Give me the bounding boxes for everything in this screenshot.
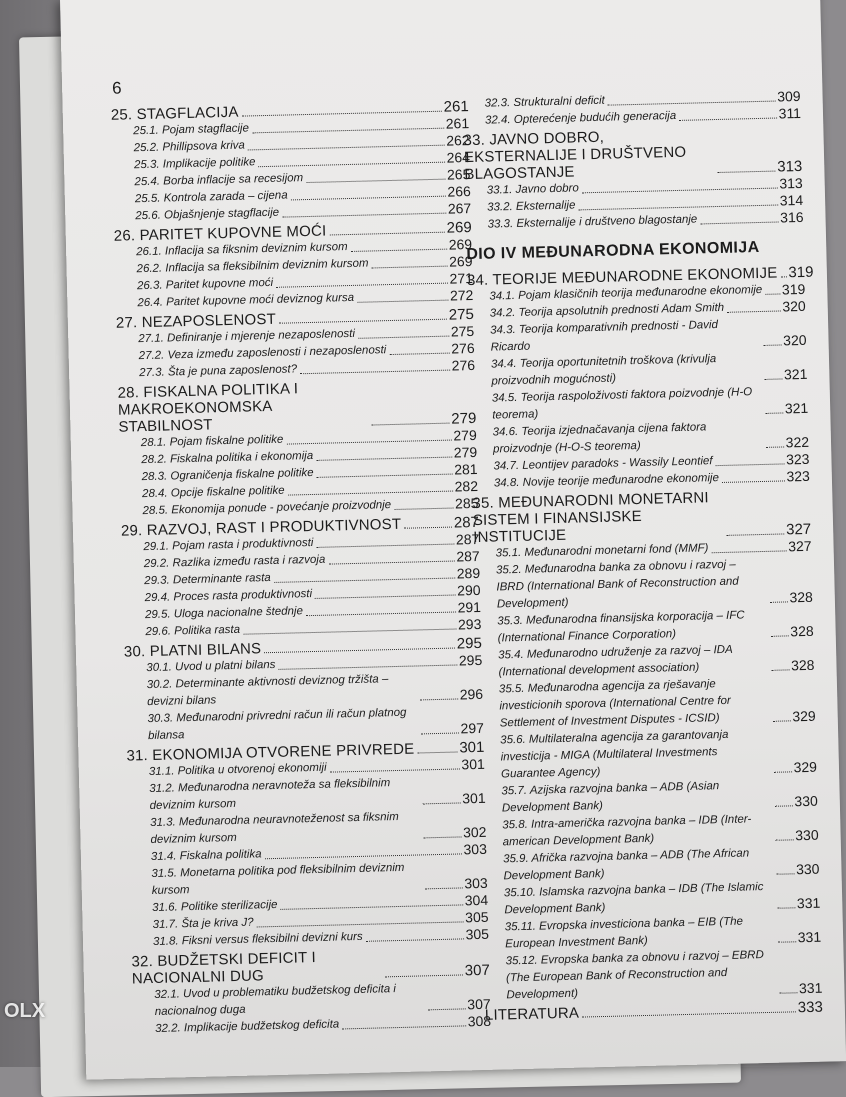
entry-page-number: 303 (463, 840, 488, 858)
entry-page-number: 261 (443, 98, 469, 116)
page-number: 6 (111, 78, 122, 98)
entry-title: 34.3. Teorija komparativnih prednosti - David Ricardo (490, 319, 719, 354)
entry-page-number: 289 (456, 564, 481, 582)
toc-chapter-entry (463, 124, 802, 183)
dot-leader (306, 612, 456, 617)
dot-leader (608, 101, 775, 106)
entry-title: 35.3. Međunarodna finansijska korporacija – IFC (International Finance Corporation) (497, 609, 745, 645)
entry-page-number: 276 (451, 356, 476, 374)
entry-page-number: 264 (446, 149, 471, 166)
entry-title: 35.5. Međunarodna agencija za rješavanje investicionih sporova (International Centre for Settlement of Investment Disputes - ICSID) (498, 678, 731, 730)
entry-page-number: 331 (797, 928, 822, 946)
entry-title: 27.2. Veza između zaposlenosti i nezaposlenosti (138, 344, 387, 363)
entry-title: 33.3. Eksternalije i društveno blagostanje (487, 213, 698, 231)
entry-page-number: 266 (447, 183, 471, 200)
entry-page-number: 321 (783, 365, 808, 383)
entry-page-number: 313 (779, 174, 803, 192)
entry-title: 34.6. Teorija izjednačavanja cijena faktora proizvodnje (H-O-S teorema) (492, 421, 707, 456)
entry-page-number: 301 (461, 755, 485, 773)
dot-leader (765, 412, 783, 413)
dot-leader (773, 720, 791, 721)
dot-leader (330, 768, 460, 772)
dot-leader (371, 423, 449, 426)
dot-leader (404, 527, 452, 529)
entry-page-number: 297 (460, 719, 485, 737)
dot-leader (279, 664, 457, 669)
dot-leader (779, 992, 797, 993)
entry-page-number: 287 (455, 530, 480, 548)
entry-title: 35.2. Međunarodna banka za obnovu i razvoj – IBRD (International Bank of Reconstruction and Development) (495, 558, 739, 611)
entry-title: 35. MEĐUNARODNI MONETARNI SISTEM I FINANSIJSKE INSTITUCIJE (472, 489, 709, 547)
dot-leader (777, 873, 795, 874)
entry-title: 25.6. Objašnjenje stagflacije (135, 206, 280, 223)
entry-title: 29.1. Pojam rasta i produktivnosti (143, 536, 314, 554)
dot-leader (316, 457, 452, 461)
dot-leader (722, 480, 785, 483)
entry-title: 29.4. Proces rasta produktivnosti (144, 588, 313, 605)
dot-leader (385, 974, 463, 977)
entry-title: 29.2. Razlika između rasta i razvoja (143, 553, 326, 571)
entry-title: 32.2. Implikacije budžetskog deficita (155, 1018, 340, 1035)
entry-title: 25.4. Borba inflacije sa recesijom (134, 172, 304, 189)
entry-page-number: 262 (445, 132, 470, 149)
entry-title: 25.1. Pojam stagflacije (133, 122, 250, 138)
entry-page-number: 307 (464, 961, 491, 980)
dot-leader (700, 222, 778, 225)
entry-title: 31.8. Fiksni versus fleksibilni devizni kurs (152, 930, 363, 949)
entry-page-number: 261 (445, 115, 470, 132)
dot-leader (358, 336, 449, 339)
dot-leader (282, 213, 446, 218)
entry-page-number: 279 (453, 426, 477, 444)
entry-title: 31.4. Fiskalna politika (150, 848, 262, 864)
entry-title: 27. NEZAPOSLENOST (115, 310, 277, 332)
entry-page-number: 322 (785, 433, 810, 451)
entry-page-number: 320 (782, 297, 806, 315)
entry-page-number: 309 (777, 87, 801, 105)
entry-page-number: 290 (456, 581, 481, 599)
entry-page-number: 329 (793, 758, 818, 776)
dot-leader (765, 293, 780, 294)
dot-leader (425, 887, 463, 889)
entry-page-number: 311 (778, 104, 802, 122)
entry-title: LITERATURA (484, 1004, 580, 1024)
dot-leader (778, 941, 796, 942)
dot-leader (717, 171, 775, 173)
toc-section-entry (477, 674, 816, 733)
entry-title: 27.1. Definiranje i mjerenje nezaposlenosti (138, 327, 356, 346)
entry-page-number: 271 (449, 269, 474, 287)
dot-leader (351, 249, 447, 252)
entry-page-number: 330 (794, 792, 818, 810)
toc-section-entry (483, 946, 822, 1005)
dot-leader (775, 805, 793, 806)
entry-page-number: 328 (790, 622, 814, 640)
dot-leader (428, 1008, 466, 1010)
entry-title: 35.11. Evropska investiciona banka – EIB (The European Investment Bank) (504, 915, 744, 951)
entry-page-number: 276 (451, 339, 475, 357)
dot-leader (394, 508, 453, 510)
book-page (60, 0, 846, 1080)
dot-leader (366, 938, 464, 941)
entry-title: 32. BUDŽETSKI DEFICIT I NACIONALNI DUG (131, 949, 317, 988)
dot-leader (764, 344, 782, 345)
entry-page-number: 279 (451, 409, 477, 428)
dot-leader (712, 550, 787, 553)
dot-leader (716, 463, 785, 466)
entry-page-number: 319 (788, 263, 814, 282)
entry-title: 35.10. Islamska razvojna banka – IDB (The Islamic Development Bank) (503, 881, 764, 917)
dot-leader (286, 440, 451, 445)
entry-page-number: 269 (446, 219, 472, 237)
entry-page-number: 327 (788, 537, 812, 555)
entry-page-number: 267 (447, 200, 472, 217)
dot-leader (342, 1025, 466, 1029)
dot-leader (764, 378, 782, 379)
dot-leader (770, 601, 788, 602)
dot-leader (306, 179, 445, 183)
toc-section-entry (474, 555, 813, 614)
dot-leader (417, 752, 457, 754)
dot-leader (420, 698, 458, 700)
entry-page-number: 285 (454, 494, 479, 512)
entry-title: 34. TEORIJE MEĐUNARODNE EKONOMIJE (466, 264, 778, 290)
entry-title: 28. FISKALNA POLITIKA I MAKROEKONOMSKA STABILNOST (117, 380, 299, 436)
entry-page-number: 301 (459, 738, 485, 757)
dot-leader (424, 836, 462, 838)
entry-title: 30.3. Međunarodni privredni račun ili račun platnog bilansa (147, 706, 407, 743)
entry-page-number: 275 (450, 322, 475, 340)
entry-page-number: 323 (785, 450, 810, 468)
entry-title: 29.6. Politika rasta (145, 623, 241, 639)
dot-leader (315, 595, 455, 599)
entry-title: 35.12. Evropska banka za obnovu i razvoj – EBRD (The European Bank of Reconstruction and Development) (505, 949, 764, 1002)
toc-chapter-entry (472, 487, 811, 546)
dot-leader (726, 533, 784, 535)
entry-page-number: 282 (454, 477, 479, 495)
entry-page-number: 314 (779, 191, 804, 209)
entry-page-number: 331 (798, 979, 823, 997)
entry-page-number: 321 (784, 399, 809, 417)
entry-page-number: 279 (453, 443, 478, 461)
dot-leader (288, 491, 453, 496)
entry-page-number: 269 (448, 253, 473, 270)
entry-title: 31.7. Šta je kriva J? (152, 916, 254, 932)
entry-page-number: 287 (456, 547, 480, 565)
dot-leader (276, 283, 447, 288)
entry-page-number: 304 (464, 891, 489, 909)
entry-title: 28.2. Fiskalna politika i ekonomija (141, 449, 314, 467)
entry-title: 32.1. Uvod u problematiku budžetskog deficita i nacionalnog duga (154, 983, 397, 1018)
entry-page-number: 320 (782, 331, 807, 349)
dot-leader (274, 578, 455, 583)
entry-page-number: 301 (462, 789, 486, 807)
entry-page-number: 295 (458, 651, 483, 669)
dot-leader (776, 839, 794, 840)
dot-leader (357, 300, 448, 303)
entry-title: 29. RAZVOJ, RAST I PRODUKTIVNOST (120, 515, 402, 540)
entry-page-number: 291 (457, 598, 482, 616)
dot-leader (766, 446, 784, 447)
entry-page-number: 269 (448, 236, 473, 253)
entry-title: 28.4. Opcije fiskalne politike (141, 484, 285, 501)
entry-title: 25.3. Implikacije politike (133, 156, 256, 172)
dot-leader (279, 319, 447, 324)
entry-title: 26.1. Inflacija sa fiksnim deviznim kursom (136, 241, 348, 259)
entry-title: 30. PLATNI BILANS (123, 640, 262, 661)
entry-page-number: 303 (464, 874, 488, 892)
entry-page-number: 328 (790, 656, 815, 674)
entry-title: 34.1. Pojam klasičnih teorija međunarodne ekonomije (489, 283, 763, 303)
entry-title: 35.6. Multilateralna agencija za garantovanja investicija - MIGA (Multilateral Investments Guarantee Agency) (500, 728, 729, 781)
entry-title: 26.3. Paritet kupovne moći (136, 276, 274, 293)
dot-leader (316, 544, 454, 548)
dot-leader (317, 474, 453, 478)
dot-leader (281, 904, 463, 909)
entry-page-number: 327 (785, 520, 812, 539)
entry-title: 25.5. Kontrola zarada – cijena (134, 189, 288, 206)
entry-page-number: 313 (777, 157, 803, 176)
entry-title: 29.3. Determinante rasta (144, 572, 271, 588)
entry-page-number: 295 (456, 634, 483, 653)
entry-page-number: 272 (449, 286, 474, 304)
entry-page-number: 329 (792, 707, 816, 725)
entry-page-number: 287 (453, 513, 480, 532)
entry-title: 27.3. Šta je puna zaposlenost? (138, 363, 298, 380)
toc-chapter-entry (117, 376, 476, 436)
part-heading: DIO IV MEĐUNARODNA EKONOMIJA (466, 238, 760, 264)
entry-title: 34.2. Teorija apsolutnih prednosti Adam Smith (489, 301, 725, 320)
entry-page-number: 305 (465, 925, 490, 943)
entry-title: 26.4. Paritet kupovne moći deviznog kursa (137, 291, 355, 310)
toc-left-column (111, 96, 492, 1038)
entry-title: 31. EKONOMIJA OTVORENE PRIVREDE (126, 740, 415, 765)
entry-title: 31.6. Politike sterilizacije (152, 898, 278, 915)
entry-page-number: 293 (457, 615, 482, 633)
entry-page-number: 307 (467, 995, 491, 1013)
entry-title: 30.1. Uvod u platni bilans (146, 658, 276, 675)
dot-leader (291, 196, 446, 201)
entry-title: 32.3. Strukturalni deficit (484, 94, 605, 110)
entry-page-number: 296 (459, 685, 484, 703)
entry-page-number: 281 (454, 460, 478, 478)
entry-title: 29.5. Uloga nacionalne štednje (144, 605, 304, 622)
dot-leader (328, 561, 454, 565)
dot-leader (329, 232, 444, 236)
entry-title: 32.4. Opterećenje budućih generacija (484, 109, 677, 127)
entry-page-number: 319 (781, 280, 806, 298)
dot-leader (372, 266, 448, 269)
entry-title: 31.1. Politika u otvorenoj ekonomiji (148, 761, 327, 779)
dot-leader (423, 802, 461, 804)
entry-title: 26.2. Inflacija sa fleksibilnim deviznim kursom (136, 257, 369, 276)
entry-page-number: 330 (795, 826, 819, 844)
entry-title: 26. PARITET KUPOVNE MOĆI (113, 222, 327, 245)
dot-leader (781, 276, 787, 277)
entry-title: 33. JAVNO DOBRO, EKSTERNALIJE I DRUŠTVENO BLAGOSTANJE (463, 128, 687, 184)
entry-page-number: 330 (795, 860, 820, 878)
entry-title: 33.2. Eksternalije (487, 199, 576, 214)
dot-leader (582, 1011, 796, 1017)
entry-title: 33.1. Javno dobro (486, 182, 579, 197)
entry-page-number: 308 (467, 1012, 492, 1030)
entry-title: 28.1. Pojam fiskalne politike (140, 433, 284, 450)
dot-leader (421, 732, 459, 734)
toc-section-entry (478, 725, 817, 784)
entry-title: 28.3. Ograničenja fiskalne politike (141, 466, 314, 484)
entry-title: 28.5. Ekonomija ponude - povećanje proizvodnje (142, 499, 392, 518)
entry-page-number: 328 (789, 588, 814, 606)
entry-title: 25.2. Phillipsova kriva (133, 139, 245, 155)
entry-title: 35.9. Afrička razvojna banka – ADB (The African Development Bank) (502, 847, 750, 883)
entry-page-number: 265 (446, 166, 471, 183)
entry-title: 35.8. Intra-američka razvojna banka – IDB (Inter-american Development Bank) (502, 813, 752, 849)
entry-title: 34.8. Novije teorije međunarodne ekonomije (493, 472, 720, 490)
dot-leader (300, 370, 450, 375)
entry-page-number: 323 (786, 467, 811, 485)
entry-page-number: 333 (797, 998, 824, 1017)
entry-title: 35.4. Međunarodno udruženje za razvoj – IDA (International development association) (497, 643, 733, 679)
entry-page-number: 305 (464, 908, 489, 926)
dot-leader (777, 907, 795, 908)
entry-page-number: 275 (448, 305, 475, 324)
dot-leader (243, 629, 456, 635)
entry-title: 30.2. Determinante aktivnosti deviznog tržišta – devizni bilans (146, 673, 389, 709)
entry-title: 34.5. Teorija raspoloživosti faktora poizvodnje (H-O teorema) (491, 386, 753, 422)
entry-title: 34.4. Teorija oportunitetnih troškova (krivulja proizvodnih mogućnosti) (490, 353, 717, 388)
entry-title: 31.5. Monetarna politika pod fleksibilnim deviznim kursom (151, 861, 405, 898)
entry-page-number: 316 (779, 208, 804, 226)
entry-page-number: 331 (796, 894, 821, 912)
entry-title: 35.1. Međunarodni monetarni fond (MMF) (495, 542, 709, 560)
entry-title: 31.3. Međunarodna neuravnoteženost sa fiksnim deviznim kursom (149, 810, 399, 847)
dot-leader (727, 310, 780, 312)
entry-title: 34.7. Leontijev paradoks - Wassily Leontief (493, 455, 713, 473)
entry-title: 35.7. Azijska razvojna banka – ADB (Asian Development Bank) (501, 780, 720, 815)
entry-title: 25. STAGFLACIJA (110, 103, 239, 124)
olx-watermark: OLX (4, 1000, 46, 1022)
dot-leader (389, 353, 449, 355)
dot-leader (679, 118, 776, 121)
entry-title: 31.2. Međunarodna neravnoteža sa fleksibilnim deviznim kursom (149, 777, 391, 813)
dot-leader (771, 635, 789, 636)
dot-leader (772, 669, 790, 670)
dot-leader (774, 771, 792, 772)
entry-page-number: 302 (462, 823, 487, 841)
